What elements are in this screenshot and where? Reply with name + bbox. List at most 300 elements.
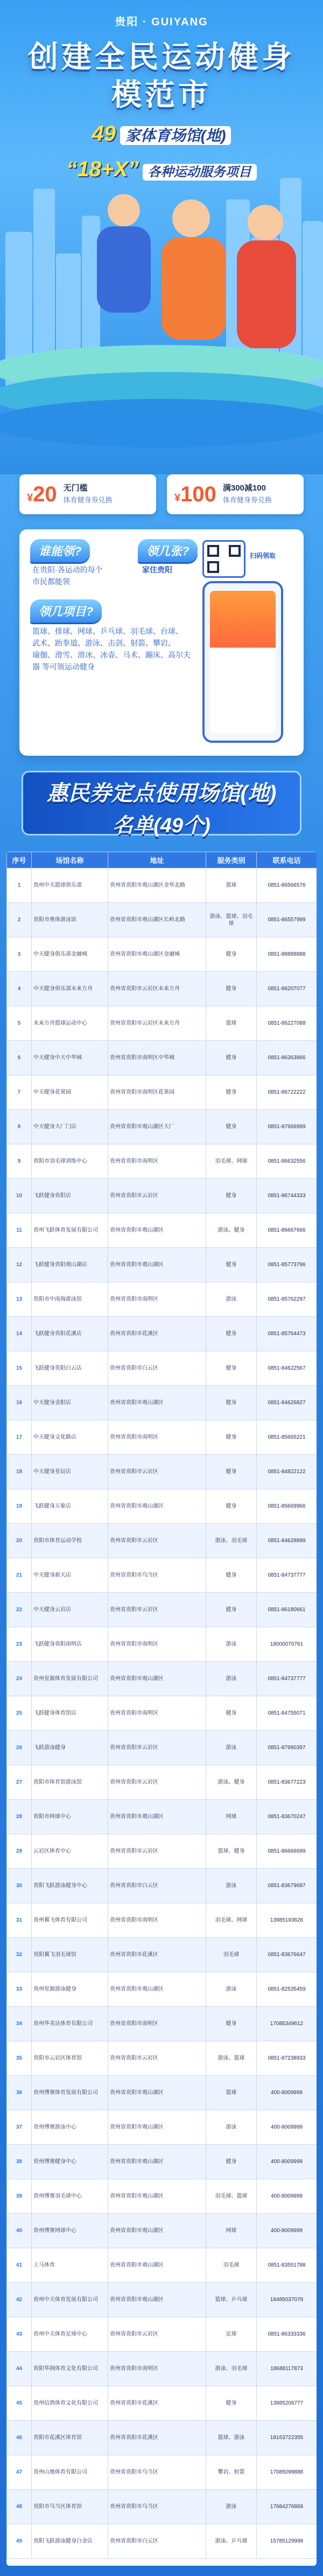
phone-number[interactable]: 13985206777	[257, 2386, 317, 2421]
service-type: 健身	[206, 1075, 257, 1110]
venue-name: 中天健身金阳店	[32, 1386, 108, 1420]
table-row	[7, 2352, 317, 2386]
phone-mockup	[202, 581, 283, 743]
venue-address: 贵州省贵阳市云岩区未来方舟	[108, 972, 206, 1006]
info-panel	[19, 529, 304, 756]
coupon-amount-2: ¥100	[174, 482, 216, 506]
phone-number[interactable]: 18485037079	[257, 2283, 317, 2317]
phone-number[interactable]: 0851-87666999	[257, 1110, 317, 1144]
venue-count-label: 家体育场馆(地)	[120, 126, 231, 145]
venue-address: 贵州省贵阳市南明区中华城	[108, 1041, 206, 1075]
venue-address: 贵州省贵阳市观山湖区	[108, 2248, 206, 2283]
service-type: 健身	[206, 1420, 257, 1455]
service-type: 游泳、健身	[206, 1213, 257, 1248]
venue-address: 贵州省贵阳市南明区	[108, 1696, 206, 1731]
venue-address: 贵州省贵阳市观山湖区	[108, 2214, 206, 2248]
row-index: 28	[7, 1800, 32, 1834]
row-index: 31	[7, 1903, 32, 1938]
table-row	[7, 1869, 317, 1903]
venue-address: 贵州省贵阳市南明区	[108, 2007, 206, 2041]
venue-name: 贵阳市体育馆游泳馆	[32, 1765, 108, 1800]
row-index: 45	[7, 2386, 32, 2421]
tag-items: 领几项目?	[30, 599, 102, 623]
venue-address: 贵州省贵阳市观山湖区	[108, 1972, 206, 2007]
service-type: 健身	[206, 972, 257, 1006]
row-index: 48	[7, 2490, 32, 2524]
venue-name: 云岩区体育中心	[32, 1834, 108, 1869]
coupon-title-1: 无门槛	[63, 484, 88, 493]
table-row	[7, 868, 317, 903]
table-row	[7, 2110, 317, 2145]
phone-number[interactable]: 0851-85764473	[257, 1317, 317, 1351]
venue-address: 贵州省贵阳市观山湖区长岭北路	[108, 903, 206, 937]
row-index: 41	[7, 2248, 32, 2283]
table-row	[7, 1903, 317, 1938]
row-index: 13	[7, 1282, 32, 1317]
row-index: 15	[7, 1351, 32, 1386]
phone-number[interactable]: 0851-85669966	[257, 1489, 317, 1524]
phone-number[interactable]: 0851-86557999	[257, 903, 317, 937]
row-index: 38	[7, 2145, 32, 2179]
venue-name: 中天健身星辰店	[32, 1455, 108, 1489]
table-row	[7, 1662, 317, 1696]
row-index: 35	[7, 2041, 32, 2076]
table-row	[7, 2041, 317, 2076]
venue-address: 贵州省贵阳市云岩区	[108, 1765, 206, 1800]
row-index: 26	[7, 1731, 32, 1765]
subtitle-venues	[27, 122, 296, 146]
phone-number[interactable]: 0851-84737777	[257, 1558, 317, 1593]
venue-name: 中天健身中天中华城	[32, 1041, 108, 1075]
row-index: 47	[7, 2455, 32, 2490]
service-type: 网球	[206, 2214, 257, 2248]
table-row	[7, 1834, 317, 1869]
venue-name: 飞跃健身贵阳观山湖店	[32, 1248, 108, 1282]
row-index: 37	[7, 2110, 32, 2145]
table-row	[7, 1351, 317, 1386]
table-row	[7, 1144, 317, 1179]
table-row	[7, 1420, 317, 1455]
table-header-cell: 场馆名称	[32, 852, 108, 868]
service-type: 健身	[206, 1593, 257, 1627]
phone-number[interactable]: 400-8009999	[257, 2214, 317, 2248]
venue-name: 贵阳翼飞羽毛球馆	[32, 1938, 108, 1972]
row-index: 7	[7, 1075, 32, 1110]
table-row	[7, 903, 317, 937]
service-type: 网球	[206, 1800, 257, 1834]
venue-name: 中天健身俱乐部金融城	[32, 937, 108, 972]
venue-address: 贵州省贵阳市云岩区未来方舟	[108, 1006, 206, 1041]
row-index: 46	[7, 2421, 32, 2455]
venue-table	[6, 852, 317, 2566]
phone-number[interactable]: 0851-86666699	[257, 1834, 317, 1869]
venue-name: 飞跃健身贵阳花溪店	[32, 1317, 108, 1351]
service-type: 羽毛球、网球	[206, 1144, 257, 1179]
venue-address: 贵州省贵阳市乌当区	[108, 2455, 206, 2490]
row-index: 14	[7, 1317, 32, 1351]
venue-address: 贵州省贵阳市白云区	[108, 2524, 206, 2559]
phone-number[interactable]: 0851-86667666	[257, 1213, 317, 1248]
coupon-title-2: 满300减100	[222, 484, 266, 493]
who-text: 在贵阳·各运动的每个 市民都能领	[32, 565, 103, 586]
phone-number[interactable]: 0851-87238933	[257, 2041, 317, 2076]
row-index: 10	[7, 1179, 32, 1213]
table-row	[7, 2455, 317, 2490]
row-index: 16	[7, 1386, 32, 1420]
table-row	[7, 1248, 317, 1282]
row-index: 30	[7, 1869, 32, 1903]
table-row	[7, 1972, 317, 2007]
venue-name: 飞跃健身贵阳南明店	[32, 1627, 108, 1662]
table-row	[7, 2524, 317, 2559]
venue-name: 贵州中天篮球俱乐部	[32, 868, 108, 903]
row-index: 42	[7, 2283, 32, 2317]
how-many-text: 家住贵阳	[142, 565, 172, 574]
venue-name: 贵州中天体育发展有限公司	[32, 2283, 108, 2317]
phone-number[interactable]: 15785129999	[257, 2524, 317, 2559]
runner-body-1	[97, 226, 151, 313]
venue-address: 贵州省贵阳市观山湖区	[108, 2076, 206, 2110]
venue-name: 贵州博赛游泳中心	[32, 2110, 108, 2145]
banner-line2: 名单(49个)	[113, 814, 210, 837]
phone-number[interactable]: 0851-84628899	[257, 1524, 317, 1558]
page-title-line1: 创建全民运动健身	[28, 40, 295, 74]
venue-name: 飞跃游泳健身	[32, 1731, 108, 1765]
venue-name: 贵阳市羽毛球训练中心	[32, 1144, 108, 1179]
venue-name: 贵阳市网球中心	[32, 1800, 108, 1834]
venue-name: 贵州博赛健身中心	[32, 2145, 108, 2179]
row-index: 22	[7, 1593, 32, 1627]
phone-number[interactable]: 17085349612	[257, 2007, 317, 2041]
table-row	[7, 2179, 317, 2214]
row-index: 2	[7, 903, 32, 937]
venue-address: 贵州省贵阳市观山湖区	[108, 2145, 206, 2179]
venue-address: 贵州省贵阳市观山湖区	[108, 1386, 206, 1420]
table-row	[7, 1455, 317, 1489]
table-row	[7, 2214, 317, 2248]
table-row	[7, 1179, 317, 1213]
phone-number[interactable]: 0851-84737777	[257, 1662, 317, 1696]
table-header-cell: 序号	[7, 852, 32, 868]
table-header-cell: 地址	[108, 852, 206, 868]
row-index: 34	[7, 2007, 32, 2041]
phone-number[interactable]: 0851-82535459	[257, 1972, 317, 2007]
venue-address: 贵州省贵阳市观山湖区大厂	[108, 1110, 206, 1144]
phone-number[interactable]: 0851-86333336	[257, 2317, 317, 2352]
venue-address: 贵州省贵阳市观山湖区	[108, 1213, 206, 1248]
row-index: 8	[7, 1110, 32, 1144]
row-index: 32	[7, 1938, 32, 1972]
phone-number[interactable]: 0851-86566576	[257, 868, 317, 903]
row-index: 23	[7, 1627, 32, 1662]
coupon-card-1[interactable]	[19, 474, 156, 514]
service-type: 游泳、乒乓球	[206, 2524, 257, 2559]
row-index: 11	[7, 1213, 32, 1248]
table-row	[7, 1627, 317, 1662]
venue-name: 中天健身文化路店	[32, 1420, 108, 1455]
row-index: 43	[7, 2317, 32, 2352]
table-row	[7, 1731, 317, 1765]
table-row	[7, 2145, 317, 2179]
service-type: 攀岩、射箭	[206, 2455, 257, 2490]
venue-address: 贵州省贵阳市云岩区	[108, 1455, 206, 1489]
service-type: 游泳	[206, 1731, 257, 1765]
service-count: “18+X”	[66, 157, 139, 181]
service-type: 羽毛球、网球	[206, 1903, 257, 1938]
row-index: 18	[7, 1455, 32, 1489]
venue-name: 中天健身新天店	[32, 1558, 108, 1593]
phone-number[interactable]: 18688117873	[257, 2352, 317, 2386]
phone-number[interactable]: 0851-86227088	[257, 1006, 317, 1041]
row-index: 29	[7, 1834, 32, 1869]
coupon-desc-1: 体育健身券兑换	[63, 496, 113, 504]
venue-name: 中天健身大厂门店	[32, 1110, 108, 1144]
row-index: 44	[7, 2352, 32, 2386]
row-index: 3	[7, 937, 32, 972]
service-type: 健身	[206, 2386, 257, 2421]
row-index: 40	[7, 2214, 32, 2248]
service-type: 健身	[206, 1386, 257, 1420]
qr-code-icon[interactable]	[202, 540, 245, 578]
venue-name: 贵州博赛羽毛球中心	[32, 2179, 108, 2214]
venue-address: 贵州省贵阳市云岩区	[108, 1524, 206, 1558]
phone-number[interactable]: 18163722355	[257, 2421, 317, 2455]
list-banner	[22, 771, 301, 841]
service-type: 健身	[206, 2145, 257, 2179]
venue-name: 中天健身云岩店	[32, 1593, 108, 1627]
row-index: 33	[7, 1972, 32, 2007]
venue-address: 贵州省贵阳市云岩区	[108, 1731, 206, 1765]
service-type: 健身	[206, 937, 257, 972]
phone-number[interactable]: 0851-86207077	[257, 972, 317, 1006]
table-row	[7, 2421, 317, 2455]
phone-number[interactable]: 0851-87990397	[257, 1731, 317, 1765]
venue-name: 贵州中天体育足球中心	[32, 2317, 108, 2352]
venue-address: 贵州省贵阳市云岩区	[108, 2317, 206, 2352]
table-row	[7, 2283, 317, 2317]
venue-name: 贵州华美达体育有限公司	[32, 2007, 108, 2041]
runner-head-3	[248, 205, 283, 240]
hero-section	[0, 0, 323, 474]
table-header-cell: 服务类别	[206, 852, 257, 868]
phone-number[interactable]: 0851-85773796	[257, 1248, 317, 1282]
service-type: 篮球	[206, 868, 257, 903]
phone-number[interactable]: 0851-85762297	[257, 1282, 317, 1317]
phone-number[interactable]: 400-8009999	[257, 2110, 317, 2145]
phone-number[interactable]: 0851-83679697	[257, 1869, 317, 1903]
venue-name: 贵阳市中南海游泳馆	[32, 1282, 108, 1317]
row-index: 1	[7, 868, 32, 903]
row-index: 17	[7, 1420, 32, 1455]
venue-name: 贵阳飞跃游泳健身白金店	[32, 2524, 108, 2559]
venue-address: 贵州省贵阳市花溪区	[108, 1938, 206, 1972]
venue-address: 贵州省贵阳市白云区	[108, 1869, 206, 1903]
table-row	[7, 2007, 317, 2041]
venue-address: 贵州省贵阳市南明区	[108, 1903, 206, 1938]
venue-address: 贵州省贵阳市云岩区	[108, 2041, 206, 2076]
venue-name: 飞跃健身贵阳白云店	[32, 1351, 108, 1386]
row-index: 36	[7, 2076, 32, 2110]
service-type: 游泳	[206, 2490, 257, 2524]
coupon-desc-2: 体育健身券兑换	[222, 496, 272, 504]
venue-address: 贵州省贵阳市观山湖区	[108, 2179, 206, 2214]
venue-name: 上马体育	[32, 2248, 108, 2283]
venue-address: 贵州省贵阳市观山湖区	[108, 2283, 206, 2317]
table-row	[7, 937, 317, 972]
row-index: 24	[7, 1662, 32, 1696]
service-type: 健身	[206, 1351, 257, 1386]
table-row	[7, 1696, 317, 1731]
venue-name: 贵州博赛体育发展有限公司	[32, 2076, 108, 2110]
table-row	[7, 1110, 317, 1144]
table-row	[7, 1800, 317, 1834]
venue-name: 贵阳华润体育文化有限公司	[32, 2352, 108, 2386]
service-type: 健身	[206, 1558, 257, 1593]
tag-who: 谁能领?	[30, 539, 90, 562]
phone-number[interactable]: 400-8009999	[257, 2145, 317, 2179]
table-row	[7, 1765, 317, 1800]
table-row	[7, 1386, 317, 1420]
venue-name: 贵阳市花溪区体育馆	[32, 2421, 108, 2455]
wave-3	[0, 399, 323, 447]
phone-number[interactable]: 0851-83676647	[257, 1938, 317, 1972]
phone-number[interactable]: 0851-86744333	[257, 1179, 317, 1213]
tag-how-many: 领几张?	[138, 539, 198, 562]
runner-body-3	[237, 240, 296, 348]
table-row	[7, 972, 317, 1006]
venue-address: 贵州省贵阳市花溪区	[108, 2386, 206, 2421]
venue-address: 贵州省贵阳市云岩区	[108, 1834, 206, 1869]
service-type: 游泳、健身	[206, 1765, 257, 1800]
phone-number[interactable]: 400-8009999	[257, 2076, 317, 2110]
phone-number[interactable]: 18000070761	[257, 1627, 317, 1662]
phone-number[interactable]: 0851-88888888	[257, 937, 317, 972]
service-type: 篮球、乒乓球	[206, 2283, 257, 2317]
brand-label: 贵阳 · GUIYANG	[115, 16, 208, 28]
items-text: 篮球、排球、网球、乒乓球、羽毛球、台球、 武术、跆拳道、游泳、击剑、射箭、攀岩、 瑜伽、滑雪、滑冰、冰壶、马术、蹦床、高尔夫 器 等可领运动健身	[32, 627, 191, 671]
table-row	[7, 1041, 317, 1075]
table-header	[7, 852, 317, 868]
service-type: 篮球、健身	[206, 1834, 257, 1869]
service-type: 游泳	[206, 1972, 257, 2007]
phone-number[interactable]: 0851-85665221	[257, 1420, 317, 1455]
row-index: 39	[7, 2179, 32, 2214]
row-index: 4	[7, 972, 32, 1006]
venue-name: 贵阳市奥体游泳馆	[32, 903, 108, 937]
coupon-card-2[interactable]	[167, 474, 304, 514]
venue-name: 贵州星源体育发展有限公司	[32, 1662, 108, 1696]
service-type: 健身	[206, 1696, 257, 1731]
service-type: 健身	[206, 1041, 257, 1075]
venue-address: 贵州省贵阳市南明区	[108, 1420, 206, 1455]
phone-number[interactable]: 0851-84622567	[257, 1351, 317, 1386]
venue-name: 贵州山地体育有限公司	[32, 2455, 108, 2490]
table-row	[7, 2076, 317, 2110]
row-index: 21	[7, 1558, 32, 1593]
phone-number[interactable]: 0851-83677223	[257, 1765, 317, 1800]
venue-address: 贵州省贵阳市南明区	[108, 1282, 206, 1317]
phone-number[interactable]: 0851-84822122	[257, 1455, 317, 1489]
table-row	[7, 1938, 317, 1972]
venue-address: 贵州省贵阳市南明区	[108, 2352, 206, 2386]
service-type: 游泳	[206, 2110, 257, 2145]
page-title-line2: 模范市	[111, 78, 212, 112]
phone-number[interactable]: 0851-86632556	[257, 1144, 317, 1179]
service-type: 健身	[206, 1455, 257, 1489]
table-row	[7, 2248, 317, 2283]
venue-address: 贵州省贵阳市观山湖区金融城	[108, 937, 206, 972]
venue-address: 贵州省贵阳市乌当区	[108, 1558, 206, 1593]
phone-number[interactable]: 0851-86180661	[257, 1593, 317, 1627]
row-index: 27	[7, 1765, 32, 1800]
service-type: 游泳、篮球	[206, 2041, 257, 2076]
row-index: 6	[7, 1041, 32, 1075]
service-count-label: 各种运动服务项目	[143, 164, 257, 181]
venue-name: 贵阳飞跃游泳健身中心	[32, 1869, 108, 1903]
venue-name: 贵州博赛网球中心	[32, 2214, 108, 2248]
service-type: 游泳	[206, 1627, 257, 1662]
row-index: 19	[7, 1489, 32, 1524]
venue-address: 贵州省贵阳市花溪区	[108, 2421, 206, 2455]
service-type: 健身	[206, 1489, 257, 1524]
venue-count: 49	[92, 122, 116, 146]
venue-name: 贵阳市云岩区体育馆	[32, 2041, 108, 2076]
table-row	[7, 1558, 317, 1593]
phone-number[interactable]: 0851-84626827	[257, 1386, 317, 1420]
row-index: 20	[7, 1524, 32, 1558]
venue-address: 贵州省贵阳市观山湖区	[108, 1248, 206, 1282]
row-index: 25	[7, 1696, 32, 1731]
phone-number[interactable]: 13985193626	[257, 1903, 317, 1938]
venue-address: 贵州省贵阳市花溪区	[108, 1317, 206, 1351]
venue-address: 贵州省贵阳市白云区	[108, 1351, 206, 1386]
subtitle-services	[27, 157, 296, 182]
runner-head-1	[108, 194, 140, 226]
venue-name: 贵阳市乌当区体育馆	[32, 2490, 108, 2524]
table-row	[7, 1317, 317, 1351]
table-row	[7, 1006, 317, 1041]
venue-name: 贵州翼飞体育有限公司	[32, 1903, 108, 1938]
banner-line1: 惠民券定点使用场馆(地)	[46, 782, 277, 805]
phone-number[interactable]: 0851-83551788	[257, 2248, 317, 2283]
phone-number[interactable]: 0851-84755071	[257, 1696, 317, 1731]
phone-number[interactable]: 400-8009999	[257, 2179, 317, 2214]
service-type: 游泳	[206, 1282, 257, 1317]
phone-number[interactable]: 0851-86363866	[257, 1041, 317, 1075]
service-type: 篮球	[206, 2076, 257, 2110]
qr-label: 扫码领取	[250, 552, 276, 560]
venue-name: 飞跃健身贵阳店	[32, 1179, 108, 1213]
table-header-cell: 联系电话	[257, 852, 317, 868]
service-type: 健身	[206, 1110, 257, 1144]
phone-screen	[210, 591, 276, 733]
service-type: 游泳、羽毛球	[206, 2352, 257, 2386]
venue-address: 贵州省贵阳市南明区	[108, 1144, 206, 1179]
phone-number[interactable]: 0851-86722222	[257, 1075, 317, 1110]
table-row	[7, 1075, 317, 1110]
phone-number[interactable]: 0851-83670247	[257, 1800, 317, 1834]
table-row	[7, 1489, 317, 1524]
venue-address: 贵州省贵阳市南明区	[108, 1627, 206, 1662]
venue-address: 贵州省贵阳市乌当区	[108, 2490, 206, 2524]
phone-number[interactable]: 17085099888	[257, 2455, 317, 2490]
row-index: 9	[7, 1144, 32, 1179]
venue-name: 贵州星源游泳健身	[32, 1972, 108, 2007]
row-index: 5	[7, 1006, 32, 1041]
service-type: 篮球	[206, 1006, 257, 1041]
venue-name: 飞跃健身万象店	[32, 1489, 108, 1524]
phone-number[interactable]: 17684276868	[257, 2490, 317, 2524]
